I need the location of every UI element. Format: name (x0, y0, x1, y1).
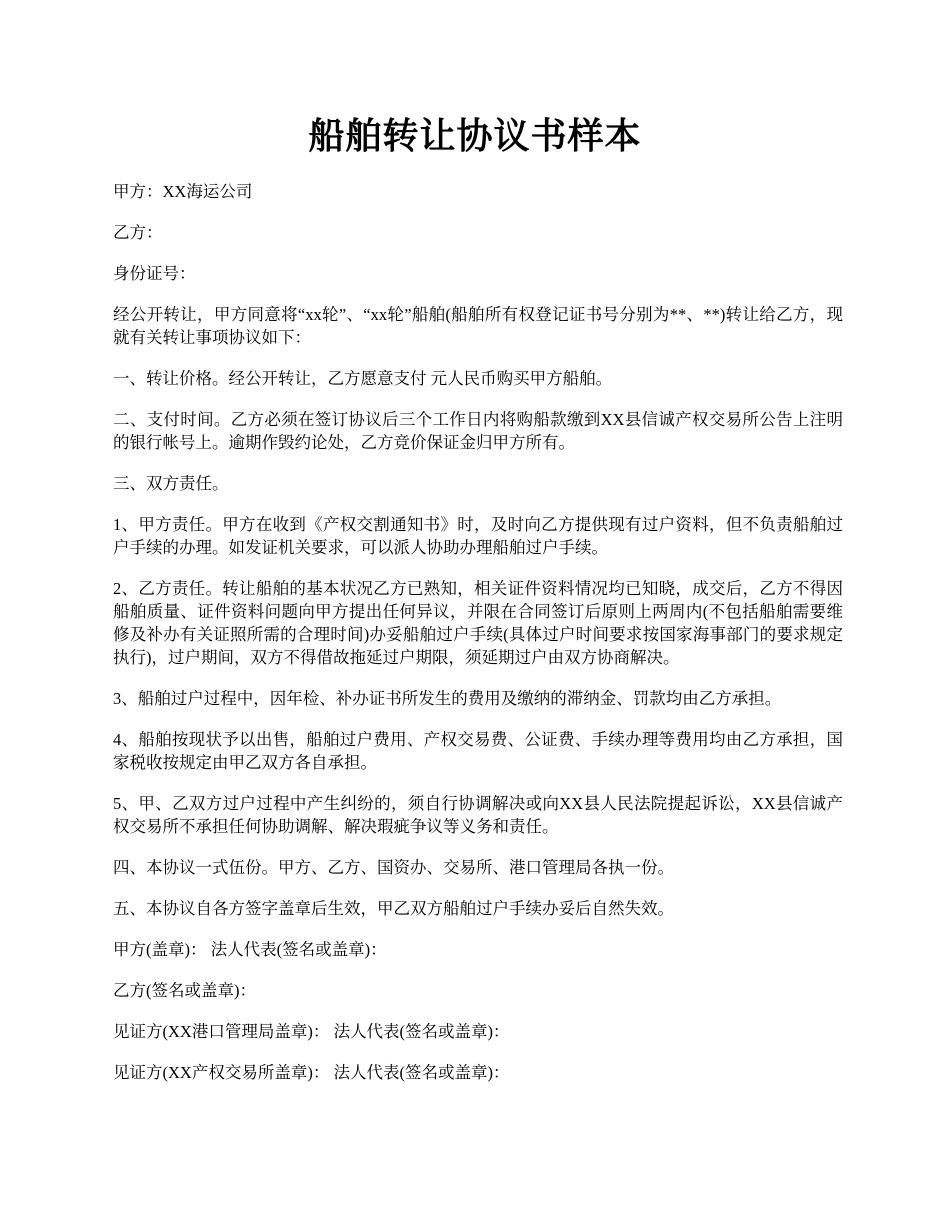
clause-as-is-sale: 4、船舶按现状予以出售，船舶过户费用、产权交易费、公证费、手续办理等费用均由乙方承担，国家税收按规定由甲乙双方各自承担。 (113, 730, 843, 772)
clause-copies: 四、本协议一式伍份。甲方、乙方、国资办、交易所、港口管理局各执一份。 (113, 858, 674, 877)
clause-price: 一、转让价格。经公开转让，乙方愿意支付 元人民币购买甲方船舶。 (113, 369, 613, 388)
preamble-paragraph: 经公开转让，甲方同意将“xx轮”、“xx轮”船舶(船舶所有权登记证书号分别为**、**)转让给乙方，现就有关转让事项协议如下： (113, 305, 843, 347)
party-a-line: 甲方：XX海运公司 (113, 182, 253, 201)
clause-disputes: 5、甲、乙双方过户过程中产生纠纷的，须自行协调解决或向XX县人民法院提起诉讼，XX县信诚产权交易所不承担任何协助调解、解决瑕疵争议等义务和责任。 (113, 794, 843, 836)
party-b-line: 乙方： (113, 223, 163, 242)
signature-party-b: 乙方(签名或盖章)： (113, 981, 256, 1000)
document-title: 船舶转让协议书样本 (308, 116, 642, 156)
clause-transfer-fees: 3、船舶过户过程中，因年检、补办证书所发生的费用及缴纳的滞纳金、罚款均由乙方承担。 (113, 689, 782, 708)
clause-payment-time: 二、支付时间。乙方必须在签订协议后三个工作日内将购船款缴到XX县信诚产权交易所公告上注明的银行帐号上。逾期作毁约论处，乙方竞价保证金归甲方所有。 (113, 410, 843, 452)
document-body (113, 180, 843, 1084)
clause-responsibilities-heading: 三、双方责任。 (113, 474, 229, 493)
clause-effectiveness: 五、本协议自各方签字盖章后生效，甲乙双方船舶过户手续办妥后自然失效。 (113, 899, 674, 918)
signature-witness-port: 见证方(XX港口管理局盖章)： 法人代表(签名或盖章)： (113, 1022, 510, 1041)
clause-party-b-responsibility: 2、乙方责任。转让船舶的基本状况乙方已熟知，相关证件资料情况均已知晓，成交后，乙方不得因船舶质量、证件资料问题向甲方提出任何异议，并限在合同签订后原则上两周内(不包括船舶需要维修及补办有关证照所需的合理时间)办妥船舶过户手续(具体过户时间要求按国家海事部门的要求规定执行)，过户期间，双方不得借故拖延过户期限，须延期过户由双方协商解决。 (113, 579, 843, 667)
id-number-line: 身份证号： (113, 264, 196, 283)
signature-witness-exchange: 见证方(XX产权交易所盖章)： 法人代表(签名或盖章)： (113, 1063, 510, 1082)
clause-party-a-responsibility: 1、甲方责任。甲方在收到《产权交割通知书》时，及时向乙方提供现有过户资料，但不负责船舶过户手续的办理。如发证机关要求，可以派人协助办理船舶过户手续。 (113, 515, 843, 557)
signature-party-a: 甲方(盖章)： 法人代表(签名或盖章)： (113, 940, 387, 959)
